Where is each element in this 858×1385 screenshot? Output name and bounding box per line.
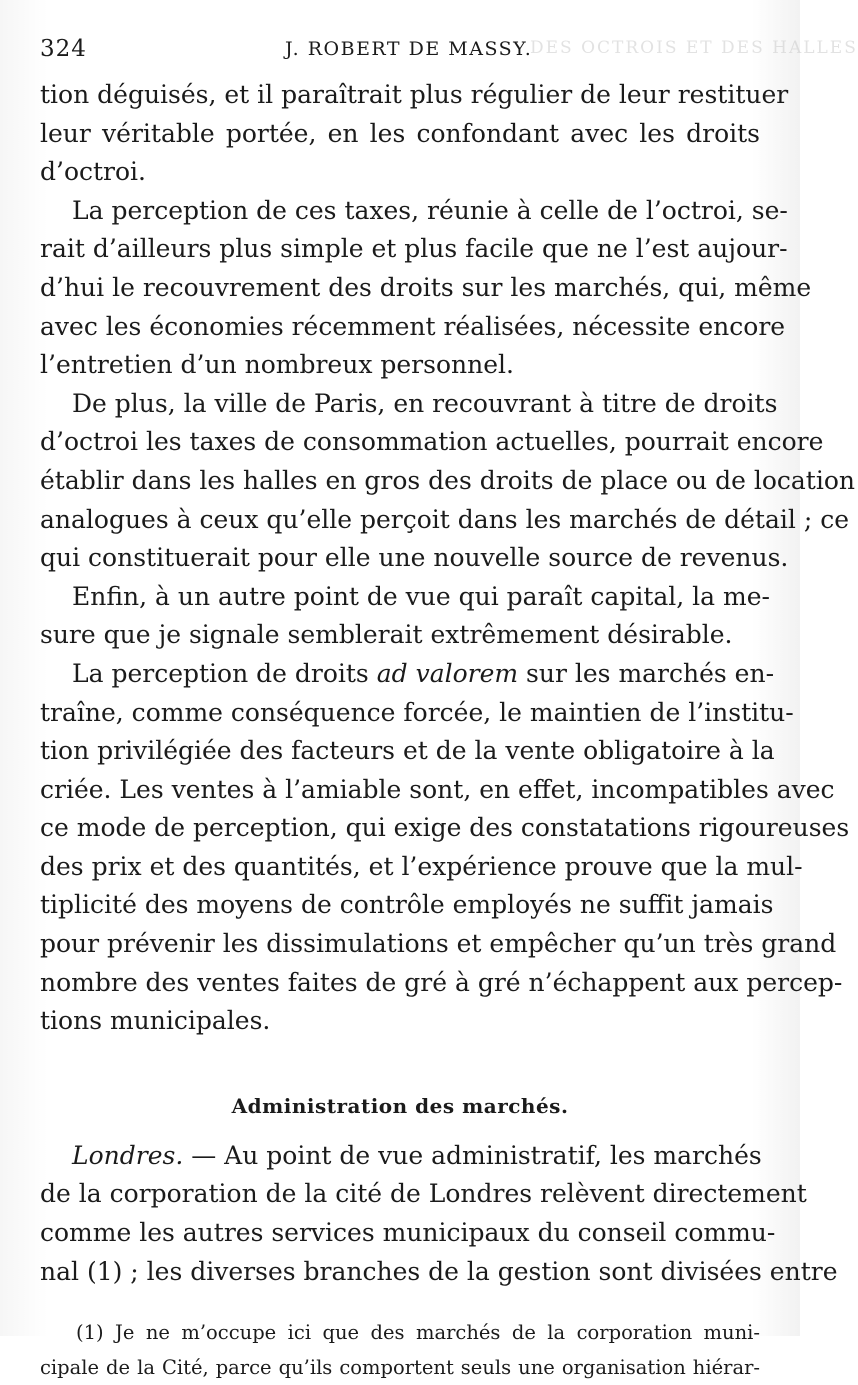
section-heading: Administration des marchés. — [231, 1093, 569, 1118]
show-through-text: DES OCTROIS ET DES HALLES — [530, 38, 858, 58]
text-line: criée. Les ventes à l’amiable sont, en effet, incompatibles avec — [40, 774, 835, 804]
text-line: nal (1) ; les diverses branches de la gestion sont divisées entre — [40, 1256, 838, 1286]
running-title: J. ROBERT DE MASSY. — [285, 38, 533, 60]
text-line: d’octroi. — [40, 157, 146, 187]
text-line: l’entretien d’un nombreux personnel. — [40, 350, 514, 380]
text-line — [40, 655, 775, 694]
text-run: — Au point de vue administratif, les marchés — [183, 1140, 762, 1170]
text-line: traîne, comme conséquence forcée, le maintien de l’institu- — [40, 697, 794, 727]
latin-phrase: ad valorem — [376, 658, 519, 688]
text-line: rait d’ailleurs plus simple et plus facile que ne l’est aujour- — [40, 234, 788, 264]
text-line: leur véritable portée, en les confondant avec les droits — [40, 118, 760, 148]
text-line: qui constituerait pour elle une nouvelle source de revenus. — [40, 543, 789, 573]
section-text — [40, 1137, 838, 1291]
text-run: sur les marchés en- — [518, 658, 775, 688]
place-name: Londres. — [72, 1140, 184, 1170]
text-line: sure que je signale semblerait extrêmement désirable. — [40, 620, 733, 650]
page-number: 324 — [40, 36, 87, 62]
footnote-line: cipale de la Cité, parce qu’ils comportent seuls une organisation hiérar- — [40, 1356, 760, 1380]
body-text — [40, 76, 855, 1041]
text-line: ce mode de perception, qui exige des constatations rigoureuses — [40, 813, 850, 843]
text-line: tiplicité des moyens de contrôle employés ne suffit jamais — [40, 890, 774, 920]
text-line: de la corporation de la cité de Londres relèvent directement — [40, 1179, 807, 1209]
text-line: pour prévenir les dissimulations et empêcher qu’un très grand — [40, 929, 837, 959]
text-line: comme les autres services municipaux du conseil commu- — [40, 1218, 776, 1248]
running-head — [40, 30, 858, 62]
text-line: analogues à ceux qu’elle perçoit dans les marchés de détail ; ce — [40, 504, 849, 534]
text-line: d’octroi les taxes de consommation actuelles, pourrait encore — [40, 427, 824, 457]
text-line: nombre des ventes faites de gré à gré n’échappent aux percep- — [40, 967, 843, 997]
text-line: avec les économies récemment réalisées, nécessite encore — [40, 311, 786, 341]
text-line: La perception de ces taxes, réunie à celle de l’octroi, se- — [72, 195, 788, 225]
text-line: Enfin, à un autre point de vue qui paraît capital, la me- — [72, 581, 770, 611]
footnote-line: (1) Je ne m’occupe ici que des marchés de la corporation muni- — [76, 1321, 760, 1345]
footnotes — [40, 1315, 760, 1385]
text-line: tion privilégiée des facteurs et de la vente obligatoire à la — [40, 736, 775, 766]
text-line — [40, 1137, 760, 1176]
text-line: d’hui le recouvrement des droits sur les marchés, qui, même — [40, 272, 812, 302]
text-run: La perception de droits — [72, 658, 377, 688]
text-line: tions municipales. — [40, 1006, 271, 1036]
text-line: tion déguisés, et il paraîtrait plus régulier de leur restituer — [40, 80, 789, 109]
text-line: De plus, la ville de Paris, en recouvrant à titre de droits — [72, 388, 778, 418]
text-line: des prix et des quantités, et l’expérience prouve que la mul- — [40, 851, 803, 881]
text-line: établir dans les halles en gros des droits de place ou de location — [40, 465, 855, 495]
